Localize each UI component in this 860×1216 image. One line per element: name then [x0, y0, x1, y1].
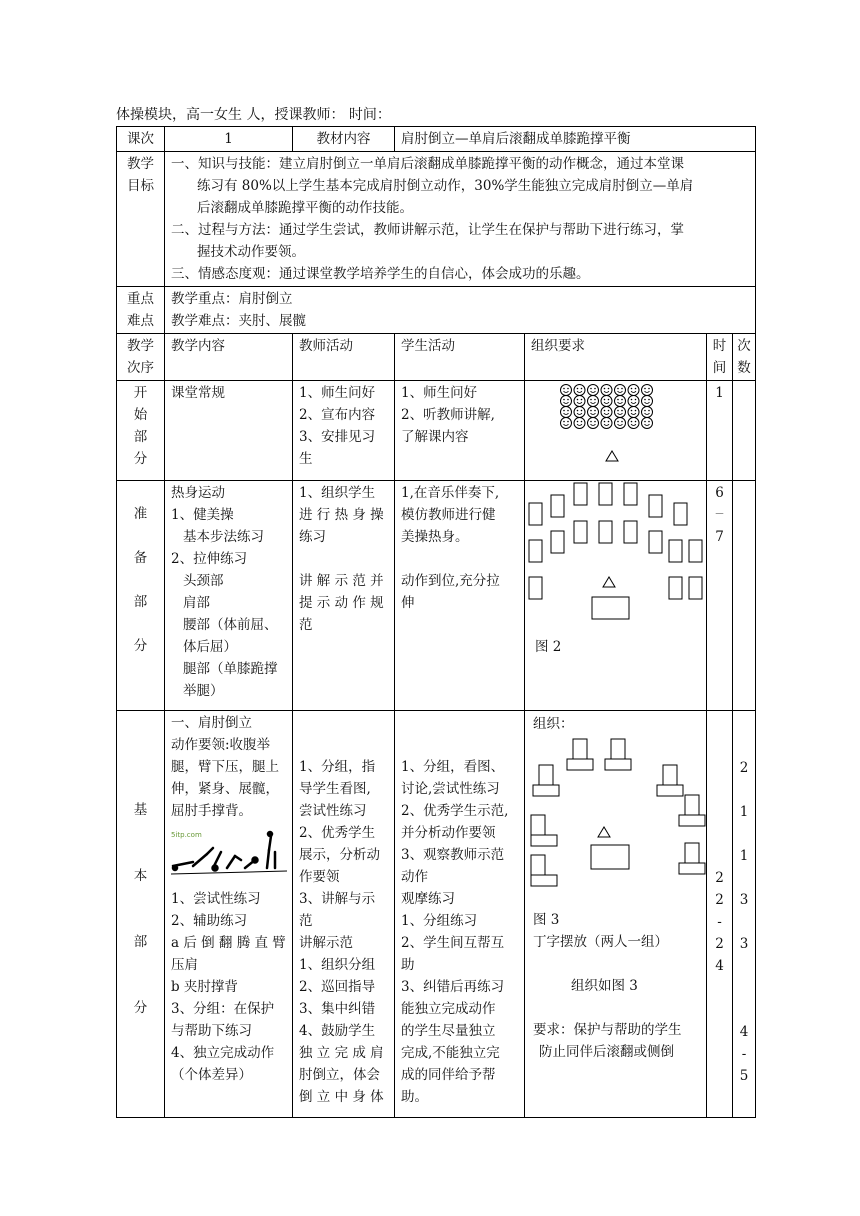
- start-student: 1、师生问好 2、听教师讲解, 了解课内容: [395, 381, 525, 481]
- main-organization: [525, 711, 707, 1118]
- col-order: 教学 次序: [117, 334, 165, 381]
- material-label: 教材内容: [293, 127, 395, 152]
- stage-rectangle-icon: [591, 845, 629, 869]
- smiley-formation-diagram: [525, 381, 707, 473]
- prep-formation-figure: [525, 481, 707, 711]
- main-time: 2 2 - 2 4: [707, 711, 733, 1118]
- student-smiley-icon: [588, 396, 599, 407]
- material-content: 肩肘倒立—单肩后滚翻成单膝跪撑平衡: [395, 127, 756, 152]
- student-smiley-icon: [561, 407, 572, 418]
- main-teacher: 1、分组，指 导学生看图, 尝试性练习 2、优秀学生 展示，分析动 作要领 3、讲解与示 范 讲解示范 1、组织分组 2、巡回指导 3、集中纠错 4、鼓励学生 独 立 完 成 肩 肘倒立，体会 倒 立 中 身 体: [293, 711, 395, 1118]
- lesson-plan-table: [116, 126, 756, 1118]
- main-label: 基 本 部 分: [117, 711, 165, 1118]
- watermark-text: 5itp.com: [171, 831, 202, 839]
- header-line: 体操模块，高一女生 人，授课教师： 时间：: [116, 107, 391, 123]
- main-content: 一、肩肘倒立 动作要领:收腹举 腿，臂下压，腿上 伸，紧身、展髋， 屈肘手撑背。 5itp.com 1、尝试性练习 2、辅助练习 a 后 倒 翻 腾 直 臂 压肩 b 夹肘撑背 3、分组：在保护 与帮助下练习 4、独立完成动作 （个体差异）: [165, 711, 293, 1118]
- main-section-row: [117, 711, 756, 1118]
- student-smiley-icon: [628, 418, 639, 429]
- start-time: 1: [707, 381, 733, 481]
- student-smiley-icon: [628, 385, 639, 396]
- lesson-label: 课次: [117, 127, 165, 152]
- student-smiley-icon: [642, 418, 653, 429]
- teacher-triangle-icon: [598, 827, 610, 837]
- student-smiley-icon: [615, 385, 626, 396]
- prep-label: 准 备 部 分: [117, 481, 165, 711]
- org-text: [533, 909, 682, 1063]
- col-organization: 组织要求: [525, 334, 707, 381]
- student-smiley-icon: [615, 418, 626, 429]
- student-smiley-icon: [588, 418, 599, 429]
- start-content: 课堂常规: [165, 381, 293, 481]
- student-smiley-icon: [574, 407, 585, 418]
- student-smiley-icon: [642, 396, 653, 407]
- main-student: 1、分组，看图、 讨论,尝试性练习 2、优秀学生示范, 并分析动作要领 3、观察教师示范 动作 观摩练习 1、分组练习 2、学生间互帮互 助 3、纠错后再练习 能独立完成动作 的学生尽量独立 完成,不能独立完 成的同伴给予帮 助。: [395, 711, 525, 1118]
- start-formation-figure: [525, 381, 707, 481]
- stage-rectangle-icon: [592, 597, 629, 619]
- student-smiley-icon: [615, 407, 626, 418]
- start-label: 开 始 部 分: [117, 381, 165, 481]
- figure-2-caption: 图 2: [535, 639, 562, 655]
- student-smiley-icon: [561, 385, 572, 396]
- col-content: 教学内容: [165, 334, 293, 381]
- t-formation-diagram: [525, 735, 707, 905]
- student-smiley-icon: [574, 396, 585, 407]
- main-count: 2 1 1 3 3 4 - 5: [733, 711, 756, 1118]
- goals-content: 一、知识与技能：建立肩肘倒立一单肩后滚翻成单膝跪撑平衡的动作概念，通过本堂课 练习有 80%以上学生基本完成肩肘倒立动作，30%学生能独立完成肩肘倒立—单肩 后滚翻成单膝跪撑平衡的动作技能。 二、过程与方法：通过学生尝试，教师讲解示范，让学生在保护与帮助下进行练习，掌 握技术动作要领。 三、情感态度观：通过课堂教学培养学生的自信心，体会成功的乐趣。: [165, 152, 756, 287]
- student-smiley-icon: [628, 396, 639, 407]
- student-smiley-icon: [628, 407, 639, 418]
- student-smiley-icons: [561, 385, 653, 429]
- org-title: 组织：: [533, 716, 574, 732]
- pair-rectangle-icons: [531, 739, 705, 886]
- student-smiley-icon: [574, 418, 585, 429]
- goals-label: 教学 目标: [117, 152, 165, 287]
- col-student: 学生活动: [395, 334, 525, 381]
- prep-section-row: [117, 481, 756, 711]
- org-note: 丁字摆放（两人一组）: [533, 934, 668, 950]
- student-smiley-icon: [642, 385, 653, 396]
- student-smiley-icon: [574, 385, 585, 396]
- student-rectangle-icons: [529, 483, 702, 599]
- prep-time: 6 － 7: [707, 481, 733, 711]
- teacher-triangle-icon: [603, 577, 615, 587]
- student-smiley-icon: [601, 385, 612, 396]
- col-count: 次 数: [733, 334, 756, 381]
- key-points-label: 重点 难点: [117, 287, 165, 334]
- org-ref: 组织如图 3: [571, 978, 638, 994]
- student-smiley-icon: [601, 407, 612, 418]
- start-section-row: [117, 381, 756, 481]
- student-smiley-icon: [561, 418, 572, 429]
- key-points-content: 教学重点：肩肘倒立 教学难点：夹肘、展髋: [165, 287, 756, 334]
- lesson-number: 1: [165, 127, 293, 152]
- student-smiley-icon: [561, 396, 572, 407]
- org-requirement-1: 要求：保护与帮助的学生: [533, 1022, 682, 1038]
- student-smiley-icon: [601, 418, 612, 429]
- student-smiley-icon: [615, 396, 626, 407]
- student-smiley-icon: [588, 407, 599, 418]
- start-count: [733, 381, 756, 481]
- prep-content: 热身运动 1、健美操 基本步法练习 2、拉伸练习 头颈部 肩部 腰部（体前屈、 体后屈） 腿部（单膝跪撑 举腿）: [165, 481, 293, 711]
- key-points-row: [117, 287, 756, 334]
- prep-count: [733, 481, 756, 711]
- student-smiley-icon: [601, 396, 612, 407]
- student-smiley-icon: [588, 385, 599, 396]
- org-requirement-2: 防止同伴后滚翻或侧倒: [539, 1044, 674, 1060]
- warmup-formation-diagram: [525, 481, 707, 703]
- teacher-triangle-icon: [606, 451, 618, 461]
- col-time: 时 间: [707, 334, 733, 381]
- goals-row: [117, 152, 756, 287]
- prep-student: 1,在音乐伴奏下, 模仿教师进行健 美操热身。 动作到位,充分拉 伸: [395, 481, 525, 711]
- start-teacher: 1、师生问好 2、宣布内容 3、安排见习 生: [293, 381, 395, 481]
- student-smiley-icon: [642, 407, 653, 418]
- shoulder-stand-illustration: [171, 822, 286, 888]
- col-teacher: 教师活动: [293, 334, 395, 381]
- lesson-row: [117, 127, 756, 152]
- rolling-sequence-figure: [171, 830, 287, 890]
- figure-3-caption: 图 3: [533, 912, 560, 928]
- column-header-row: [117, 334, 756, 381]
- prep-teacher: 1、组织学生 进 行 热 身 操 练习 讲 解 示 范 并 提 示 动 作 规 范: [293, 481, 395, 711]
